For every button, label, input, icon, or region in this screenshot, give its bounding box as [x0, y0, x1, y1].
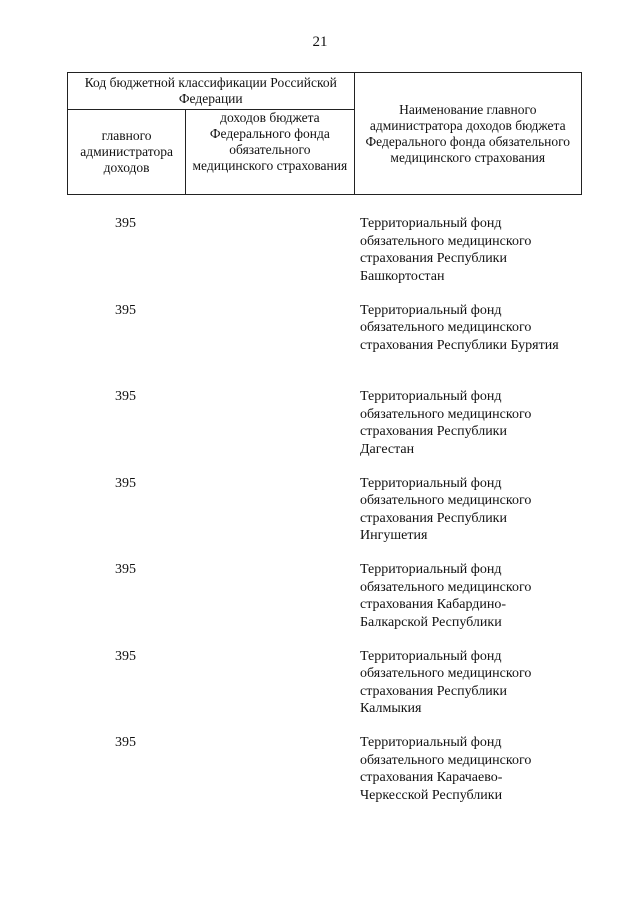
- list-item: [0, 475, 640, 562]
- table-header: [67, 72, 582, 195]
- name-header: [354, 73, 581, 195]
- budget-code-header: [68, 73, 355, 110]
- main-administrator-label: главного администратора доходов: [80, 128, 173, 175]
- income-budget-header: [186, 110, 354, 195]
- main-administrator-header: [68, 110, 186, 195]
- list-item: [0, 302, 640, 389]
- admin-code: 395: [115, 735, 136, 750]
- fund-name: Территориальный фонд обязательного медицинского страхования Республики Бурятия: [360, 302, 559, 353]
- name-title: Наименование главного администратора доходов бюджета Федерального фонда обязательного медицинского страхования: [365, 101, 571, 165]
- fund-name: Территориальный фонд обязательного медицинского страхования Кабардино- Балкарской Республики: [360, 562, 532, 630]
- page-number: 21: [312, 34, 328, 50]
- fund-name: Территориальный фонд обязательного медицинского страхования Республики Ингушетия: [360, 475, 532, 543]
- admin-code: 395: [115, 389, 136, 404]
- list-item: [0, 648, 640, 735]
- admin-code: 395: [115, 562, 136, 577]
- admin-code: 395: [115, 475, 136, 491]
- entries-list: [0, 215, 640, 821]
- income-budget-label: доходов бюджета Федерального фонда обязательного медицинского страхования: [192, 110, 348, 173]
- fund-name: Территориальный фонд обязательного медицинского страхования Республики Башкортостан: [360, 216, 532, 284]
- budget-code-title: Код бюджетной классификации Российской Федерации: [84, 75, 337, 106]
- list-item: [0, 734, 640, 821]
- fund-name: Территориальный фонд обязательного медицинского страхования Республики Калмыкия: [360, 648, 532, 716]
- admin-code: 395: [115, 216, 136, 231]
- list-item: [0, 388, 640, 475]
- list-item: [0, 561, 640, 648]
- admin-code: 395: [115, 648, 136, 664]
- fund-name: Территориальный фонд обязательного медицинского страхования Карачаево- Черкесской Республики: [360, 735, 532, 803]
- fund-name: Территориальный фонд обязательного медицинского страхования Республики Дагестан: [360, 389, 532, 457]
- list-item: [0, 215, 640, 302]
- admin-code: 395: [115, 302, 136, 318]
